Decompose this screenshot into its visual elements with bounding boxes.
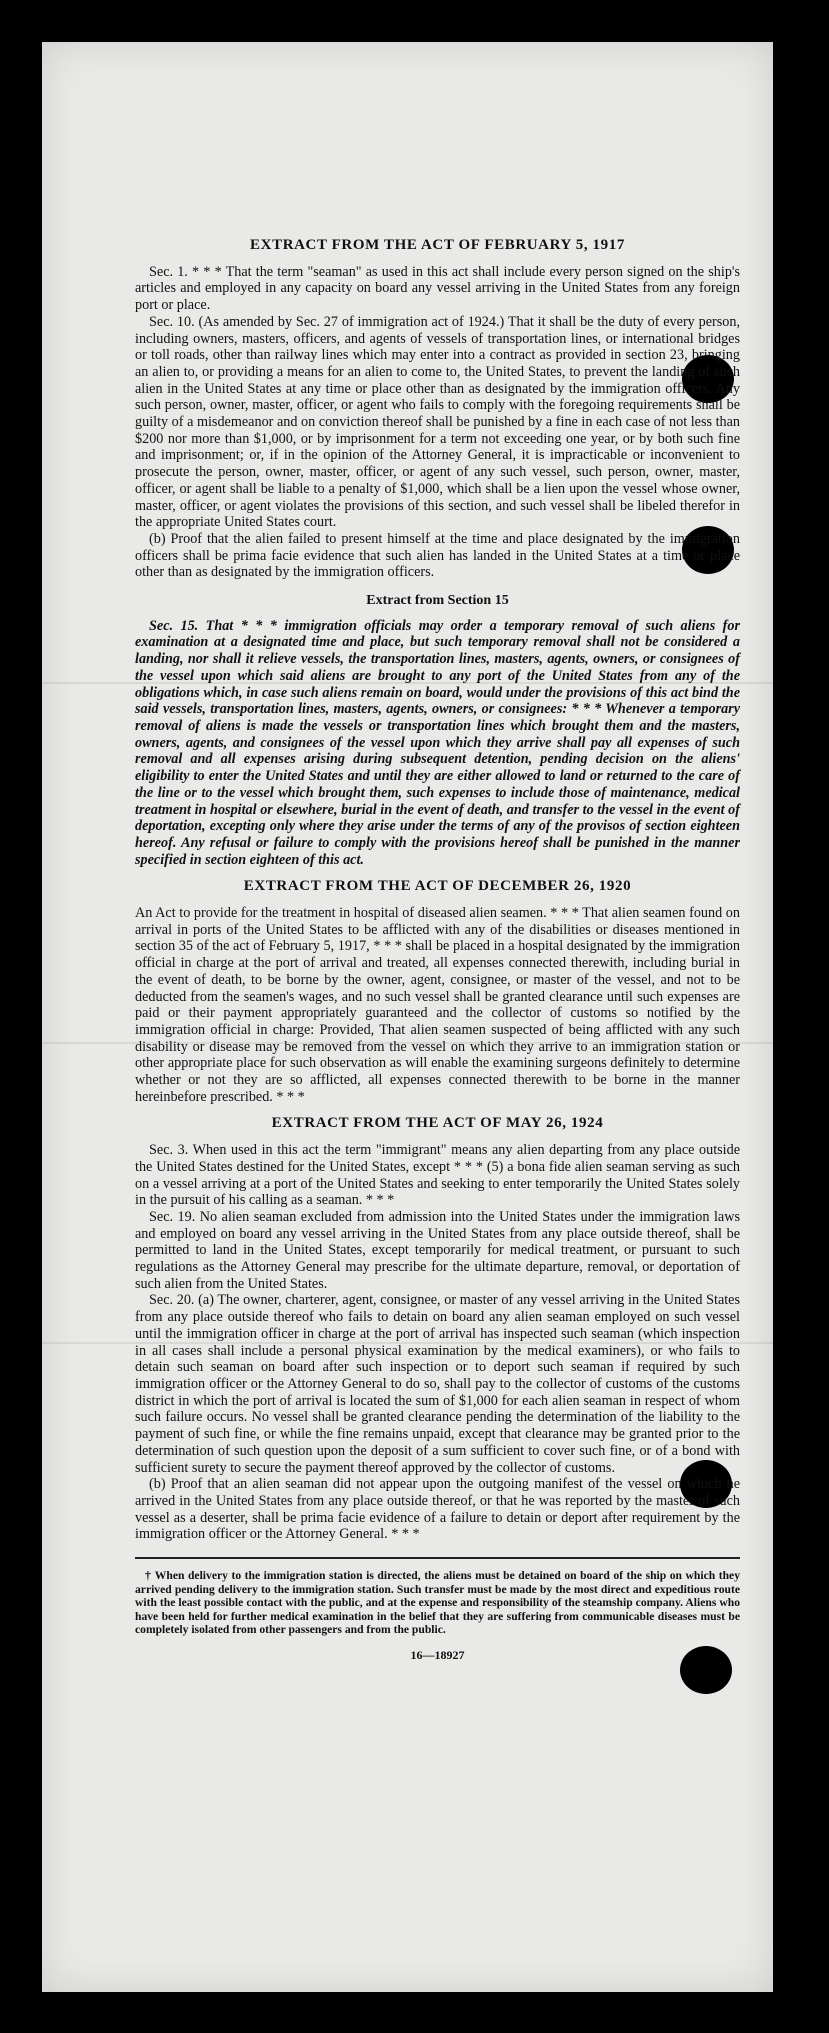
- paragraph-sec-10b: (b) Proof that the alien failed to present himself at the time and place designated by the immigration officers shall be prima facie evidence that such alien has landed in the United States at a time or place other than as designated by the immigration officers.: [135, 530, 740, 581]
- footnote: [135, 1569, 740, 1637]
- paragraph-sec-19: Sec. 19. No alien seaman excluded from admission into the United States under the immigration laws and employed on board any vessel arriving in the United States from any place outside thereof, shall be permitted to land in the United States, except temporarily for medical treatment, or pursuant to such regulations as the Attorney General may prescribe for the ultimate departure, removal, or deportation of such alien from the United States.: [135, 1208, 740, 1292]
- paragraph-sec-10: Sec. 10. (As amended by Sec. 27 of immigration act of 1924.) That it shall be the duty of every person, including owners, masters, officers, and agents of vessels of transportation lines, or international bridges or toll roads, other than railway lines which may enter into a contract as provided in section 23, bringing an alien to, or providing a means for an alien to come to, the United States, to prevent the landing of such alien in the United States at any time or place other than as designated by the immigration officers. Any such person, owner, master, officer, or agent who fails to comply with the foregoing requirements shall be guilty of a misdemeanor and on conviction thereof shall be punished by a fine in each case of not less than $200 nor more than $1,000, or by imprisonment for a term not exceeding one year, or by both such fine and imprisonment; or, if in the opinion of the Attorney General, it is impracticable or inconvenient to prosecute the person, owner, master, officer, or agent of any such vessel, such person, owner, master, officer, or agent shall be liable to a penalty of $1,000, which shall be a lien upon the vessel whose owner, master, officer, or agent violates the provisions of this section, and such vessel shall be libeled therefor in the appropriate United States court.: [135, 313, 740, 531]
- heading-section-15: Extract from Section 15: [366, 593, 509, 609]
- heading-act-1924: EXTRACT FROM THE ACT OF MAY 26, 1924: [271, 1115, 604, 1132]
- paragraph-sec-20a: Sec. 20. (a) The owner, charterer, agent, consignee, or master of any vessel arriving in the United States from any place outside thereof who fails to detain on board any alien seaman employed on such vessel until the immigration officer in charge at the port of arrival has inspected such seaman (which inspection in all cases shall include a personal physical examination by the medical examiners), or who fails to detain such seaman on board after such inspection or to deport such seaman if required by such immigration officer or the Attorney General to do so, shall pay to the collector of customs of the customs district in which the port of arrival is located the sum of $1,000 for each alien seaman in respect of whom such failure occurs. No vessel shall be granted clearance pending the determination of the liability to the payment of such fine, or while the fine remains unpaid, except that clearance may be granted prior to the determination of such question upon the deposit of a sum sufficient to cover such fine, or of a bond with sufficient surety to secure the payment thereof approved by the collector of customs.: [135, 1292, 740, 1476]
- footnote-divider: [135, 1557, 740, 1559]
- footnote-text: † When delivery to the immigration station is directed, the aliens must be detained on board of the ship on which they arrived pending delivery to the immigration station. Such transfer must be made by the most direct and expeditious route with the least possible contact with the public, and at the expense and responsibility of the steamship company. Aliens who have been held for further medical examination in the belief that they are suffering from communicable diseases must be completely isolated from other passengers and from the public.: [135, 1569, 740, 1637]
- document-body: [135, 237, 740, 1664]
- document-page: [42, 42, 773, 1992]
- paragraph-sec-15: Sec. 15. That * * * immigration officials may order a temporary removal of such aliens for examination at a designated time and place, but such temporary removal shall not be considered a landing, nor shall it relieve vessels, the transportation lines, masters, agents, owners, or consignees of the vessel upon which said aliens are brought to any port of the United States from any of the obligations which, in case such aliens remain on board, would under the provisions of this act bind the said vessels, transportation lines, masters, agents, owners, or consignees: * * * Whenever a temporary removal of aliens is made the vessels or transportation lines which brought them and the masters, owners, agents, and consignees of the vessel upon which they arrive shall pay all expenses of such removal and all expenses arising during subsequent detention, pending decision on the aliens' eligibility to enter the United States and until they are either allowed to land or returned to the care of the line or to the vessel which brought them, such expenses to include those of maintenance, medical treatment in hospital or elsewhere, burial in the event of death, and transfer to the vessel in the event of deportation, excepting only where they arise under the terms of any of the provisos of section eighteen hereof. Any refusal or failure to comply with the provisions hereof shall be punished in the manner specified in section eighteen of this act.: [135, 617, 740, 868]
- paragraph-sec-1: Sec. 1. * * * That the term "seaman" as used in this act shall include every person signed on the ship's articles and employed in any capacity on board any vessel arriving in the United States from any foreign port or place.: [135, 263, 740, 314]
- paragraph-sec-3: Sec. 3. When used in this act the term "immigrant" means any alien departing from any place outside the United States destined for the United States, except * * * (5) a bona fide alien seaman serving as such on a vessel arriving at a port of the United States and seeking to enter temporarily the United States solely in the pursuit of his calling as a seaman. * * *: [135, 1142, 740, 1209]
- heading-act-1920: EXTRACT FROM THE ACT OF DECEMBER 26, 1920: [243, 878, 632, 895]
- paragraph-sec-20b: (b) Proof that an alien seaman did not appear upon the outgoing manifest of the vessel on which he arrived in the United States from any place outside thereof, or that he was reported by the master of such vessel as a deserter, shall be prima facie evidence of a failure to detain or deport after requirement by the immigration officer or the Attorney General. * * *: [135, 1476, 740, 1543]
- paragraph-act-1920: An Act to provide for the treatment in hospital of diseased alien seamen. * * * That alien seamen found on arrival in ports of the United States to be afflicted with any of the disabilities or diseases mentioned in section 35 of the act of February 5, 1917, * * * shall be placed in a hospital designated by the immigration official in charge at the port of arrival and treated, all expenses connected therewith, including burial in the event of death, to be borne by the owner, agent, consignee, or master of the vessel, and not to be deducted from the seamen's wages, and no such vessel shall be granted clearance until such expenses are paid or their payment appropriately guaranteed and the collector of customs so notified by the immigration official in charge: Provided, That alien seamen suspected of being afflicted with any such disability or disease may be removed from the vessel on which they arrive to an immigration station or other appropriate place for such observation as will enable the examining surgeons definitely to determine whether or not they are so afflicted, all expenses connected therewith to be borne in the manner hereinbefore prescribed. * * *: [135, 905, 740, 1105]
- heading-act-1917: EXTRACT FROM THE ACT OF FEBRUARY 5, 1917: [250, 237, 625, 253]
- form-number: 16—18927: [410, 1648, 465, 1662]
